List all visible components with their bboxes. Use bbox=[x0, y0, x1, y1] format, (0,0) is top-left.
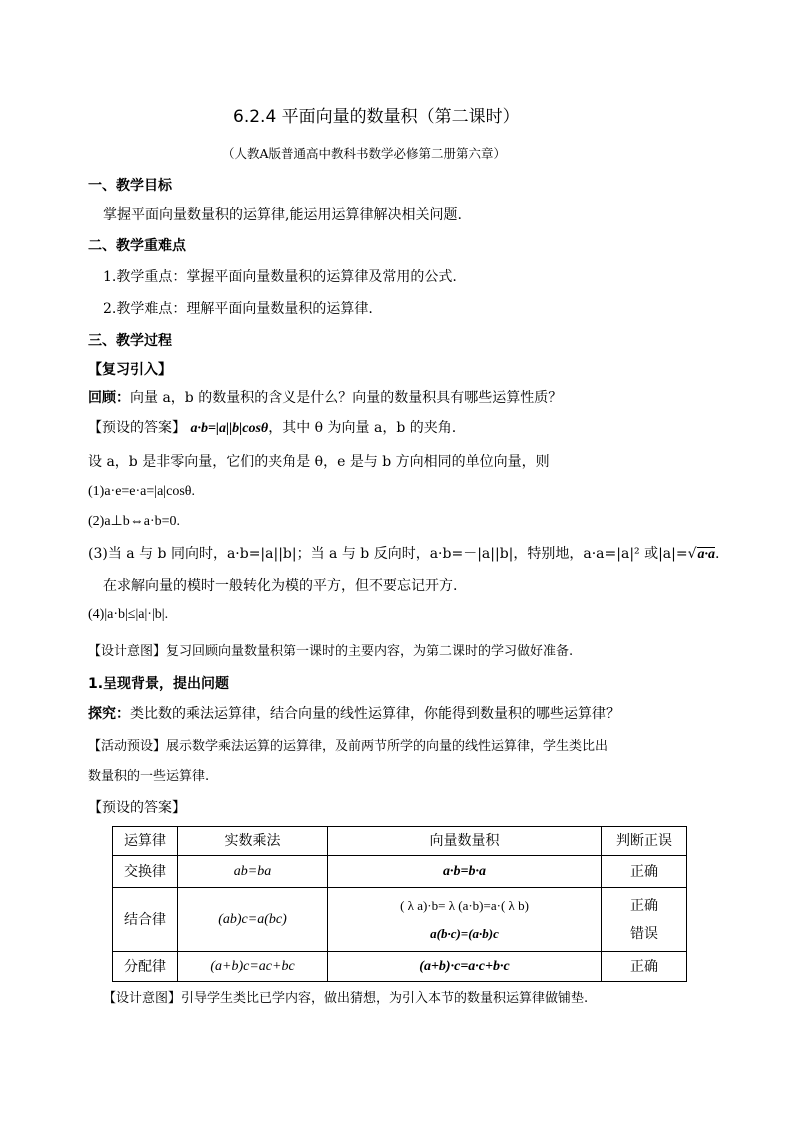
page-subtitle: （人教A版普通高中教科书数学必修第二册第六章） bbox=[222, 146, 507, 161]
table-header-row bbox=[113, 827, 687, 856]
law-name-cell: 分配律 bbox=[113, 952, 178, 982]
review-label: 【复习引入】 bbox=[88, 362, 172, 378]
table-row bbox=[113, 952, 687, 982]
judgement-cell: 正确 bbox=[602, 952, 687, 982]
answer-tail: ，其中 θ 为向量 a，b 的夹角. bbox=[268, 420, 457, 436]
law-name-cell: 结合律 bbox=[113, 888, 178, 952]
section-heading-process: 三、教学过程 bbox=[88, 333, 172, 349]
real-multiplication-cell: (ab)c=a(bc) bbox=[178, 888, 328, 952]
activity-line-1: 【活动预设】展示数学乘法运算的运算律，及前两节所学的向量的线性运算律，学生类比出 bbox=[88, 739, 609, 754]
table-answer-label: 【预设的答案】 bbox=[88, 800, 186, 816]
answer-label: 【预设的答案】 bbox=[88, 420, 186, 436]
section-heading-key-points: 二、教学重难点 bbox=[88, 238, 186, 254]
vector-product-cell: a·b=b·a bbox=[328, 856, 602, 888]
operation-law-table bbox=[112, 826, 687, 982]
activity-line-2: 数量积的一些运算律. bbox=[88, 769, 210, 784]
section-heading-objectives: 一、教学目标 bbox=[88, 178, 172, 194]
judgement-cell: 正确 bbox=[602, 856, 687, 888]
header-cell: 判断正误 bbox=[602, 827, 687, 856]
let-line: 设 a，b 是非零向量，它们的夹角是 θ，e 是与 b 方向相同的单位向量，则 bbox=[88, 454, 550, 470]
answer-formula: a·b=|a||b|cosθ bbox=[190, 421, 269, 436]
sqrt-symbol: √a·a bbox=[687, 546, 716, 562]
property-3-end: . bbox=[715, 546, 720, 562]
header-cell: 运算律 bbox=[113, 827, 178, 856]
table-row bbox=[113, 856, 687, 888]
property-1: (1)a·e=e·a=|a|cosθ. bbox=[88, 484, 195, 499]
page-title: 6.2.4 平面向量的数量积（第二课时） bbox=[233, 107, 520, 127]
header-cell: 实数乘法 bbox=[178, 827, 328, 856]
real-multiplication-cell: (a+b)c=ac+bc bbox=[178, 952, 328, 982]
sqrt-radicand: a·a bbox=[697, 547, 716, 562]
property-3-text: (3)当 a 与 b 同向时，a·b=|a||b|；当 a 与 b 反向时，a·b=－|a||b|，特别地，a·a=|a|² 或|a|= bbox=[88, 546, 688, 562]
key-point-item: 1.教学重点：掌握平面向量数量积的运算律及常用的公式. bbox=[103, 269, 457, 285]
design-intent-2: 【设计意图】引导学生类比已学内容，做出猜想，为引入本节的数量积运算律做铺垫. bbox=[103, 991, 589, 1006]
recall-text: 向量 a，b 的数量积的含义是什么？向量的数量积具有哪些运算性质？ bbox=[130, 390, 563, 406]
property-3-note: 在求解向量的模时一般转化为模的平方，但不要忘记开方. bbox=[103, 578, 458, 594]
design-intent-1: 【设计意图】复习回顾向量数量积第一课时的主要内容，为第二课时的学习做好准备. bbox=[88, 644, 574, 659]
judgement-cell bbox=[602, 888, 687, 952]
explore-line bbox=[88, 705, 620, 723]
recall-line bbox=[88, 389, 562, 407]
answer-line bbox=[88, 419, 456, 438]
property-4: (4)|a·b|≤|a|·|b|. bbox=[88, 607, 169, 622]
explore-label: 探究： bbox=[88, 706, 130, 722]
property-3 bbox=[88, 545, 719, 563]
explore-text: 类比数的乘法运算律，结合向量的线性运算律，你能得到数量积的哪些运算律？ bbox=[130, 706, 620, 722]
difficult-point-item: 2.教学难点：理解平面向量数量积的运算律. bbox=[103, 301, 373, 317]
vector-formula-line: ( λ a)·b= λ (a·b)=a·( λ b) bbox=[400, 897, 529, 913]
vector-formula-line: a(b·c)=(a·b)c bbox=[430, 925, 499, 941]
real-multiplication-cell: ab=ba bbox=[178, 856, 328, 888]
property-2: (2)a⊥b⇔a·b=0. bbox=[88, 514, 181, 529]
judgement-line: 正确 bbox=[630, 897, 658, 914]
part1-heading: 1.呈现背景，提出问题 bbox=[88, 676, 230, 692]
vector-product-cell: (a+b)·c=a·c+b·c bbox=[328, 952, 602, 982]
law-name-cell: 交换律 bbox=[113, 856, 178, 888]
recall-label: 回顾： bbox=[88, 390, 130, 406]
vector-product-cell bbox=[328, 888, 602, 952]
table-row bbox=[113, 888, 687, 952]
judgement-line: 错误 bbox=[630, 925, 658, 942]
objectives-text: 掌握平面向量数量积的运算律,能运用运算律解决相关问题. bbox=[103, 207, 462, 223]
header-cell: 向量数量积 bbox=[328, 827, 602, 856]
